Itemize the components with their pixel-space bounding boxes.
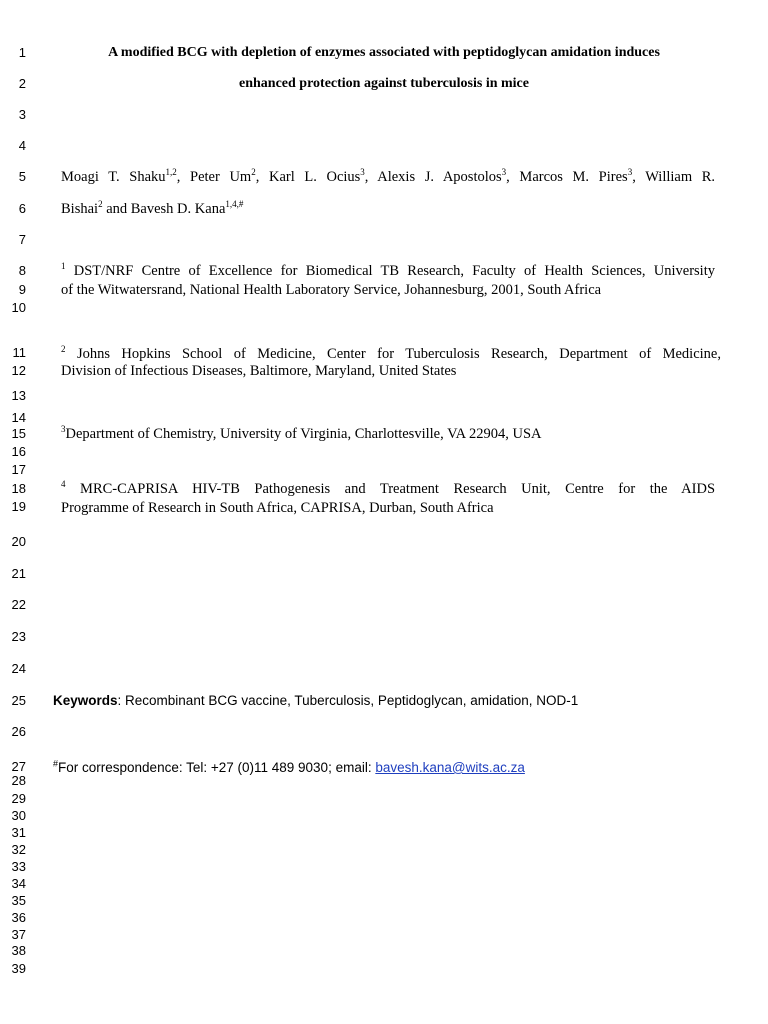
author-list-line1: Moagi T. Shaku$^{1,2}$, Peter Um$^2$, Karl L. Ocius$^3$, Alexis J. Apostolos$^3$, Marcos M. Pires$^3$, William R. [61,167,716,185]
author-list-line2 [61,200,243,218]
line-number: 31 [11,825,26,840]
line-number: 24 [11,661,26,676]
line-number: 11 [12,345,26,360]
line-number: 10 [11,300,26,315]
affiliation-text: Johns Hopkins School of Medicine, Center for Tuberculosis Research, Department of Medicine, [76,346,721,362]
line-number: 18 [11,481,26,496]
line-number: 3 [18,107,26,122]
line-number: 37 [11,927,26,942]
affiliation-3-line1 [61,425,541,443]
author-affil-sup: 1,2 [165,167,177,178]
author-affil-sup: 2 [251,167,256,178]
paper-title-line2: enhanced protection against tuberculosis in mice [239,76,529,91]
author-name: Moagi T. Shaku [61,169,166,185]
affiliation-2-line2: Division of Infectious Diseases, Baltimore, Maryland, United States [61,363,457,379]
line-number: 6 [18,201,26,216]
line-number: 15 [11,426,26,441]
line-number: 1 [18,45,26,60]
author-affil-sup: 3 [501,167,507,178]
line-number: 33 [11,859,26,874]
affiliation-1-line1 [61,262,715,280]
line-number: 14 [11,410,26,425]
author-name: Peter Um [190,169,252,185]
author-name: Bishai [61,201,99,217]
line-number: 17 [11,462,26,477]
line-number: 34 [11,876,26,891]
line-number: 23 [11,629,26,644]
affiliation-number: 1 [61,261,66,272]
line-number: 38 [11,943,26,958]
author-name: Bavesh D. Kana [130,201,226,217]
author-affil-sup: 2 [98,199,103,210]
affiliation-2-line1 [61,345,721,363]
author-affil-sup: 3 [360,167,365,178]
correspondence-line [53,759,525,777]
line-number: 13 [11,388,26,403]
affiliation-4-line2: Programme of Research in South Africa, CAPRISA, Durban, South Africa [61,500,494,516]
line-number: 21 [11,566,26,581]
affiliation-number: 2 [61,344,66,355]
correspondence-marker: # [53,758,59,769]
keywords-line [53,692,578,710]
line-number: 5 [18,169,26,184]
line-number: 30 [11,808,26,823]
line-number: 12 [11,363,26,378]
author-name: Marcos M. Pires [519,169,628,185]
line-number: 29 [11,791,26,806]
line-number: 9 [18,282,26,297]
line-number: 22 [11,597,26,612]
affiliation-number: 4 [61,479,66,490]
email-link[interactable]: bavesh.kana@wits.ac.za [375,760,525,775]
line-number: 20 [11,534,26,549]
line-number: 7 [18,232,26,247]
affiliation-1-line2: of the Witwatersrand, National Health Laboratory Service, Johannesburg, 2001, South Africa [61,282,602,298]
paper-title-line1: A modified BCG with depletion of enzymes associated with peptidoglycan amidation induces [108,45,660,60]
affiliation-4-line1 [61,480,715,498]
line-number: 36 [11,910,26,925]
line-number: 8 [18,263,26,278]
line-number: 26 [11,724,26,739]
line-number: 2 [18,76,26,91]
line-number: 16 [11,444,26,459]
author-conjunction: and [106,201,128,217]
line-number: 27 [11,759,26,774]
keywords-text: : Recombinant BCG vaccine, Tuberculosis, Peptidoglycan, amidation, NOD-1 [117,693,579,708]
line-number: 28 [11,773,26,788]
author-name: Karl L. Ocius [268,169,361,185]
affiliation-text: Department of Chemistry, University of Virginia, Charlottesville, VA 22904, USA [65,426,542,442]
correspondence-text: For correspondence: Tel: +27 (0)11 489 9030; email: [58,760,376,775]
line-number: 39 [11,961,26,976]
affiliation-text: MRC-CAPRISA HIV-TB Pathogenesis and Treatment Research Unit, Centre for the AIDS [80,481,716,497]
line-number: 4 [18,138,26,153]
line-number: 19 [11,499,26,514]
author-affil-sup: 3 [627,167,633,178]
author-affil-sup: 1,4,# [225,199,244,210]
author-name: William R. [645,169,716,185]
affiliation-text: DST/NRF Centre of Excellence for Biomedical TB Research, Faculty of Health Sciences, University [73,263,715,279]
line-number: 32 [11,842,26,857]
affiliation-number: 3 [61,424,66,435]
author-name: Alexis J. Apostolos [377,169,502,185]
line-number: 25 [11,693,26,708]
keywords-label: Keywords [53,693,118,708]
line-number: 35 [11,893,26,908]
